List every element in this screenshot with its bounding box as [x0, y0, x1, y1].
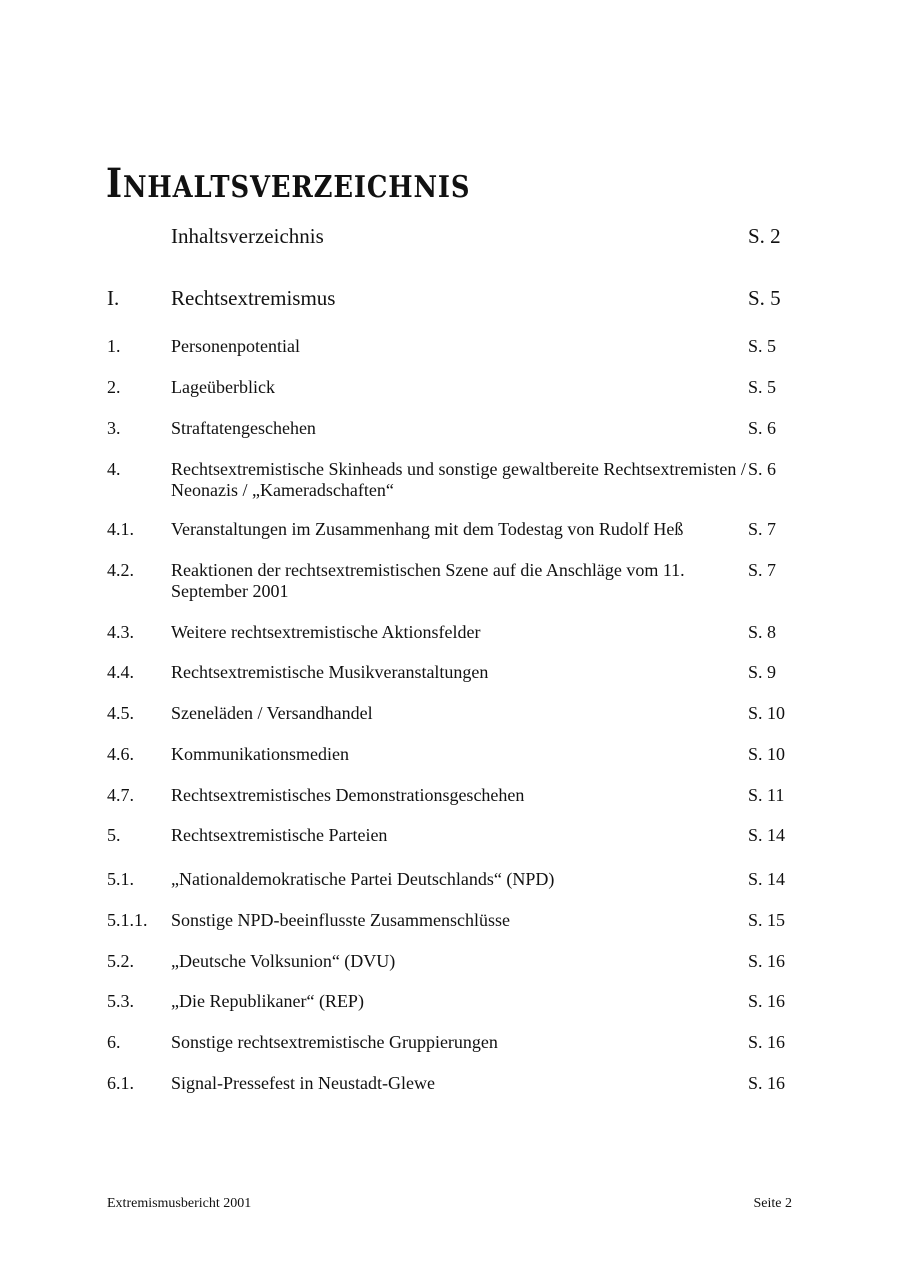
entry-title: Rechtsextremistische Parteien [171, 825, 388, 845]
entry-number: 5.1.1. [107, 910, 148, 930]
entry-number: 6. [107, 1032, 121, 1052]
title-initial: I [106, 160, 123, 207]
entry-page: S. 5 [748, 286, 781, 310]
footer-report-title: Extremismusbericht 2001 [107, 1196, 252, 1211]
entry-title: Kommunikationsmedien [171, 744, 349, 764]
entry-title: „Deutsche Volksunion“ (DVU) [171, 951, 396, 971]
entry-title: Rechtsextremismus [171, 286, 336, 310]
entry-number: 3. [107, 418, 121, 438]
entry-number: 4.3. [107, 622, 134, 642]
entry-number: I. [107, 286, 120, 310]
entry-page: S. 16 [748, 991, 786, 1011]
entry-number: 5. [107, 825, 121, 845]
entry-title: Reaktionen der rechtsextremistischen Szene auf die Anschläge vom 11. September 2001 [171, 560, 685, 601]
entry-number: 5.2. [107, 951, 134, 971]
entry-page: S. 10 [748, 744, 786, 764]
entry-title: Rechtsextremistische Musikveranstaltungen [171, 662, 489, 682]
entry-number: 4.4. [107, 662, 134, 682]
entry-number: 5.3. [107, 991, 134, 1011]
entry-number: 6.1. [107, 1073, 134, 1093]
entry-page: S. 7 [748, 560, 777, 580]
entry-page: S. 7 [748, 519, 777, 539]
entry-number: 4.6. [107, 744, 134, 764]
entry-page: S. 9 [748, 662, 777, 682]
entry-page: S. 16 [748, 1032, 786, 1052]
entry-number: 4. [107, 459, 121, 479]
entry-title: Lageüberblick [171, 377, 275, 397]
entry-page: S. 16 [748, 951, 786, 971]
entry-number: 4.1. [107, 519, 134, 539]
entry-number: 2. [107, 377, 121, 397]
entry-number: 4.5. [107, 703, 134, 723]
entry-number: 4.2. [107, 560, 134, 580]
entry-page: S. 2 [748, 224, 781, 248]
entry-title: Sonstige rechtsextremistische Gruppierungen [171, 1032, 498, 1052]
footer-page-number: Seite 2 [753, 1196, 792, 1211]
entry-title: Rechtsextremistische Skinheads und sonstige gewaltbereite Rechtsextremisten / Neonazis / „Kameradschaften“ [171, 459, 746, 500]
entry-number: 1. [107, 336, 121, 356]
page-title [106, 160, 470, 207]
entry-title: Straftatengeschehen [171, 418, 316, 438]
entry-page: S. 5 [748, 336, 777, 356]
entry-number: 5.1. [107, 869, 134, 889]
title-rest: NHALTSVERZEICHNIS [122, 170, 471, 205]
entry-page: S. 16 [748, 1073, 786, 1093]
entry-title: Veranstaltungen im Zusammenhang mit dem Todestag von Rudolf Heß [171, 519, 684, 539]
entry-page: S. 14 [748, 869, 786, 889]
entry-page: S. 8 [748, 622, 777, 642]
entry-title: Rechtsextremistisches Demonstrationsgeschehen [171, 785, 525, 805]
entry-title: Signal-Pressefest in Neustadt-Glewe [171, 1073, 435, 1093]
entry-title: „Die Republikaner“ (REP) [171, 991, 364, 1011]
entry-title: „Nationaldemokratische Partei Deutschlands“ (NPD) [171, 869, 555, 889]
entry-page: S. 5 [748, 377, 777, 397]
entry-page: S. 6 [748, 459, 777, 479]
entry-title: Weitere rechtsextremistische Aktionsfelder [171, 622, 481, 642]
entry-page: S. 10 [748, 703, 786, 723]
entry-page: S. 6 [748, 418, 777, 438]
entry-number: 4.7. [107, 785, 134, 805]
entry-page: S. 15 [748, 910, 786, 930]
entry-page: S. 11 [748, 785, 785, 805]
entry-title: Inhaltsverzeichnis [171, 224, 324, 248]
entry-title: Sonstige NPD-beeinflusste Zusammenschlüsse [171, 910, 510, 930]
entry-title: Personenpotential [171, 336, 300, 356]
entry-title: Szeneläden / Versandhandel [171, 703, 373, 723]
entry-page: S. 14 [748, 825, 786, 845]
